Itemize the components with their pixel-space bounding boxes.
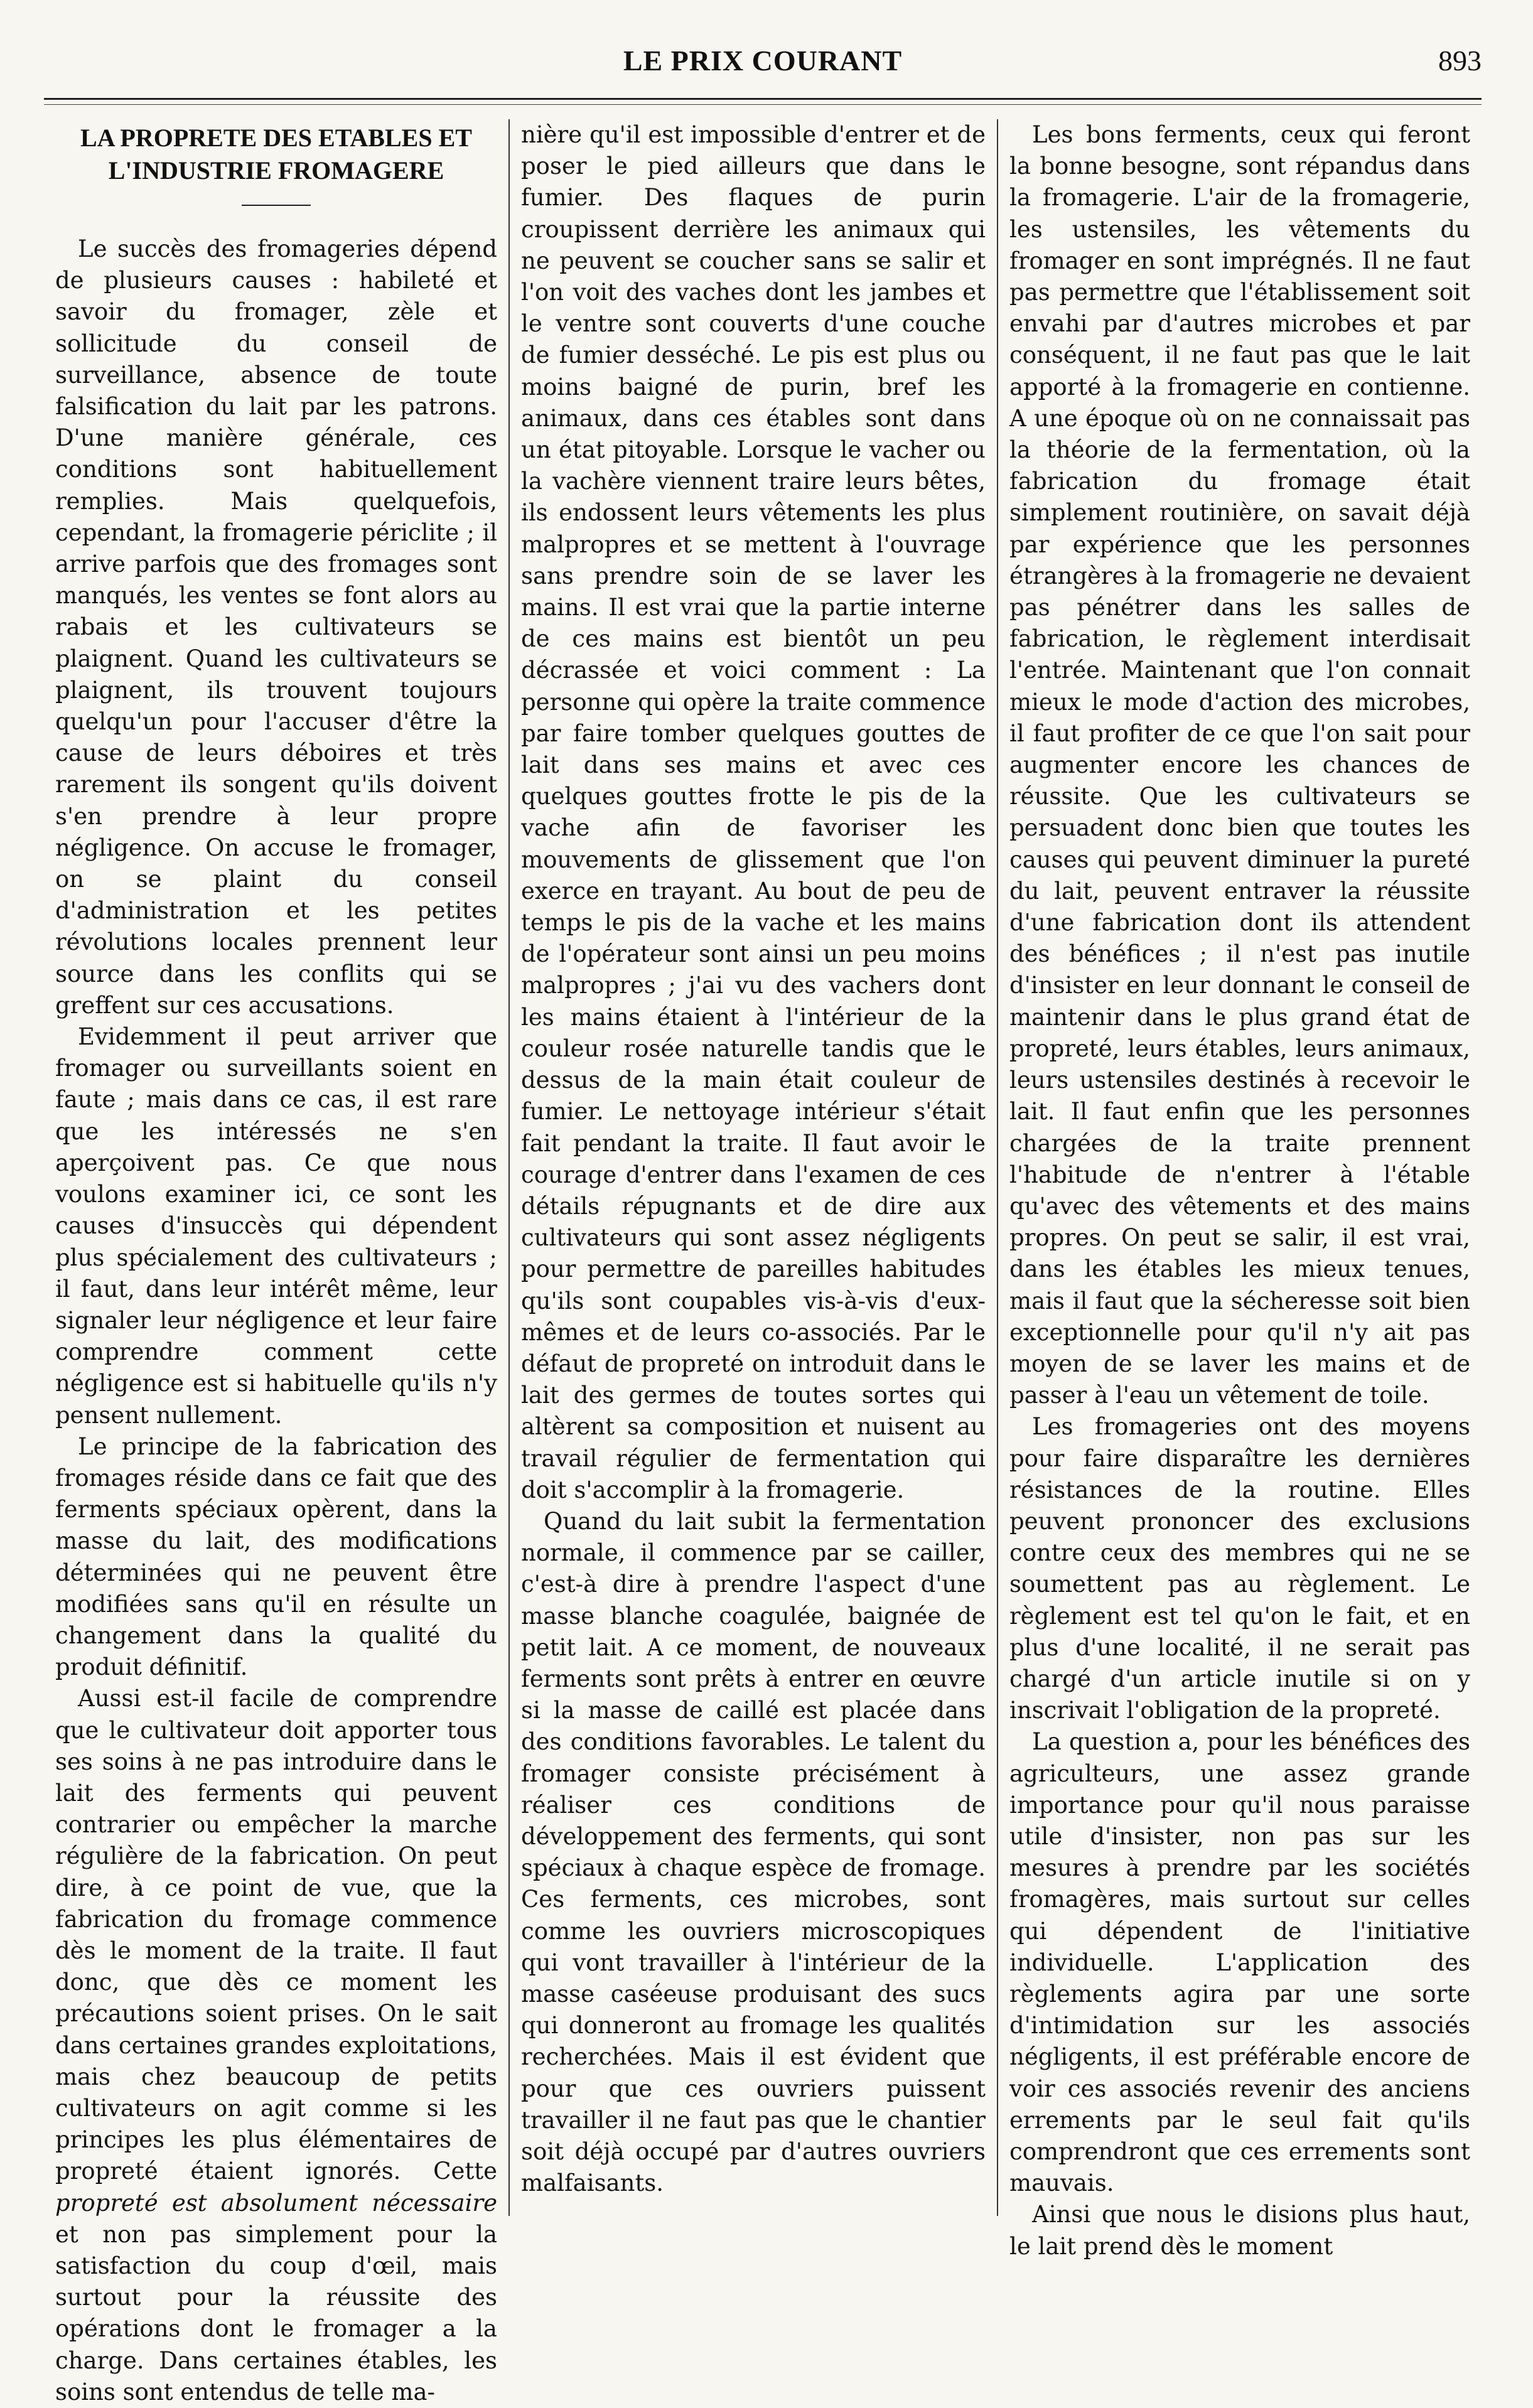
paragraph-text: Aussi est-il facile de comprendre que le cultivateur doit apporter tous ses soins à ne pas introduire dans le lait des ferments qui peuvent contrarier ou empêcher la marche régulière de la fabrication. On peut dire, à ce point de vue, que la fabrication du fromage commence dès le moment de la traite. Il faut donc, que dès ce moment les précautions soient prises. On le sait dans certaines grandes exploitations, mais chez beaucoup de petits cultivateurs on agit comme si les principes les plus élémentaires de propreté étaient ignorés. Cette bbox=[55, 1685, 497, 2185]
paragraph: Le principe de la fabrication des fromages réside dans ce fait que des ferments spéciaux opèrent, dans la masse du lait, des modifications déterminées qui ne peuvent être modifiées sans qu'il en résulte un changement dans la qualité du produit définitif. bbox=[55, 1432, 497, 1681]
column-1 bbox=[44, 119, 508, 2405]
column-2 bbox=[508, 119, 998, 2216]
paragraph: Evidemment il peut arriver que fromager ou surveillants soient en faute ; mais dans ce cas, il est rare que les intéressés ne s'en aperçoivent pas. Ce que nous voulons examiner ici, ce sont les causes d'insuccès qui dépendent plus spécialement des cultivateurs ; il faut, dans leur intérêt même, leur signaler leur négligence et leur faire comprendre comment cette négligence est si habituelle qu'ils n'y pensent nullement. bbox=[55, 1023, 497, 1429]
page-header bbox=[44, 44, 1482, 88]
paragraph: Le succès des fromageries dépend de plusieurs causes : habileté et savoir du fromager, zèle et sollicitude du conseil de surveillance, absence de toute falsification du lait par les patrons. D'une manière générale, ces conditions sont habituellement remplies. Mais quelquefois, cependant, la fromagerie périclite ; il arrive parfois que des fromages sont manqués, les ventes se font alors au rabais et les cultivateurs se plaignent. Quand les cultivateurs se plaignent, ils trouvent toujours quelqu'un pour l'accuser d'être la cause de leurs déboires et très rarement ils songent qu'ils doivent s'en prendre à leur propre négligence. On accuse le fromager, on se plaint du conseil d'administration et les petites révolutions locales prennent leur source dans les conflits qui se greffent sur ces accusations. bbox=[55, 235, 497, 1019]
paragraph: La question a, pour les bénéfices des agriculteurs, une assez grande importance pour qu'il nous paraisse utile d'insister, non pas sur les mesures à prendre par les sociétés fromagères, mais surtout sur celles qui dépendent de l'initiative individuelle. L'application des règlements agira par une sorte d'intimidation sur les associés négligents, il est préférable encore de voir ces associés revenir des anciens errements par le seul fait qu'ils comprendront que ces errements sont mauvais. bbox=[1009, 1728, 1470, 2197]
article-title bbox=[55, 122, 497, 187]
page-number: 893 bbox=[1438, 45, 1482, 77]
paragraph: Les fromageries ont des moyens pour faire disparaître les dernières résistances de la routine. Elles peuvent prononcer des exclusions contre ceux des membres qui ne se soumettent pas au règlement. Le règlement est tel qu'on le fait, et en plus d'une localité, il ne serait pas chargé d'un article inutile si on y inscrivait l'obligation de la propreté. bbox=[1009, 1413, 1470, 1724]
article-title-line-2: L'INDUSTRIE FROMAGERE bbox=[108, 156, 444, 185]
paragraph-text: et non pas simplement pour la satisfaction du coup d'œil, mais surtout pour la réussite des opérations dont le fromager a la charge. Dans certaines étables, les soins sont entendus de telle ma- bbox=[55, 2220, 497, 2405]
column-3 bbox=[998, 119, 1482, 2260]
paragraph: Quand du lait subit la fermentation normale, il commence par se cailler, c'est-à dire à prendre l'aspect d'une masse blanche coagulée, baignée de petit lait. A ce moment, de nouveaux ferments sont prêts à entrer en œuvre si la masse de caillé est placée dans des conditions favorables. Le talent du fromager consiste précisément à réaliser ces conditions de développement des ferments, qui sont spéciaux à chaque espèce de fromage. Ces ferments, ces microbes, sont comme les ouvriers microscopiques qui vont travailler à l'intérieur de la masse caséeuse produisant des sucs qui donneront au fromage les qualités recherchées. Mais il est évident que pour que ces ouvriers puissent travailler il ne faut pas que le chantier soit déjà occupé par d'autres ouvriers malfaisants. bbox=[521, 1507, 986, 2197]
paragraph: Les bons ferments, ceux qui feront la bonne besogne, sont répandus dans la fromagerie. L'air de la fromagerie, les ustensiles, les vêtements du fromager en sont imprégnés. Il ne faut pas permettre que l'établissement soit envahi par d'autres microbes et par conséquent, il ne faut pas que le lait apporté à la fromagerie en contienne. A une époque où on ne connaissait pas la théorie de la fermentation, où la fabrication du fromage était simplement routinière, on savait déjà par expérience que les personnes étrangères à la fromagerie ne devaient pas pénétrer dans les salles de fabrication, le règlement interdisait l'entrée. Maintenant que l'on connait mieux le mode d'action des microbes, il faut profiter de ce que l'on sait pour augmenter encore les chances de réussite. Que les cultivateurs se persuadent donc bien que toutes les causes qui peuvent diminuer la pureté du lait, peuvent entraver la réussite d'une fabrication dont ils attendent des bénéfices ; il n'est pas inutile d'insister en leur donnant le conseil de maintenir dans le plus grand état de propreté, leurs étables, leurs animaux, leurs ustensiles destinés à recevoir le lait. Il faut enfin que les personnes chargées de la traite prennent l'habitude de n'entrer à l'étable qu'avec des vêtements et des mains propres. On peut se salir, il est vrai, dans les étables les mieux tenues, mais il faut que la sécheresse soit bien exceptionnelle pour qu'il n'y ait pas moyen de se laver les mains et de passer à l'eau un vêtement de toile. bbox=[1009, 121, 1470, 1409]
header-rule bbox=[44, 98, 1482, 100]
paragraph-continued: nière qu'il est impossible d'entrer et de poser le pied ailleurs que dans le fumier. Des flaques de purin croupissent derrière les animaux qui ne peuvent se coucher sans se salir et l'on voit des vaches dont les jambes et le ventre sont couverts d'une couche de fumier desséché. Le pis est plus ou moins baigné de purin, bref les animaux, dans ces étables sont dans un état pitoyable. Lorsque le vacher ou la vachère viennent traire leurs bêtes, ils endossent leurs vêtements les plus malpropres et se mettent à l'ouvrage sans prendre soin de se laver les mains. Il est vrai que la partie interne de ces mains est bientôt un peu décrassée et voici comment : La personne qui opère la traite commence par faire tomber quelques gouttes de lait dans ses mains et avec ces quelques gouttes frotte le pis de la vache afin de favoriser les mouvements de glissement que l'on exerce en trayant. Au bout de peu de temps le pis de la vache et les mains de l'opérateur sont ainsi un peu moins malpropres ; j'ai vu des vachers dont les mains étaient à l'intérieur de la couleur rosée naturelle tandis que le dessus de la main était couleur de fumier. Le nettoyage intérieur s'était fait pendant la traite. Il faut avoir le courage d'entrer dans l'examen de ces détails répugnants et de dire aux cultivateurs qui sont assez négligents pour permettre de pareilles habitudes qu'ils sont coupables vis-à-vis d'eux-mêmes et de leurs co-associés. Par le défaut de propreté on introduit dans le lait des germes de toutes sortes qui altèrent sa composition et nuisent au travail régulier de fermentation qui doit s'accomplir à la fromagerie. bbox=[521, 121, 986, 1503]
running-head: LE PRIX COURANT bbox=[623, 45, 903, 77]
article-title-line-1: LA PROPRETE DES ETABLES ET bbox=[80, 124, 472, 152]
article-columns bbox=[44, 119, 1482, 2405]
paragraph: Ainsi que nous le disions plus haut, le lait prend dès le moment bbox=[1009, 2201, 1470, 2260]
emphasis-text: propreté est absolument nécessaire bbox=[55, 2189, 497, 2217]
title-divider bbox=[242, 205, 311, 206]
paragraph bbox=[55, 1683, 497, 2408]
header-rule-thin bbox=[44, 104, 1482, 105]
